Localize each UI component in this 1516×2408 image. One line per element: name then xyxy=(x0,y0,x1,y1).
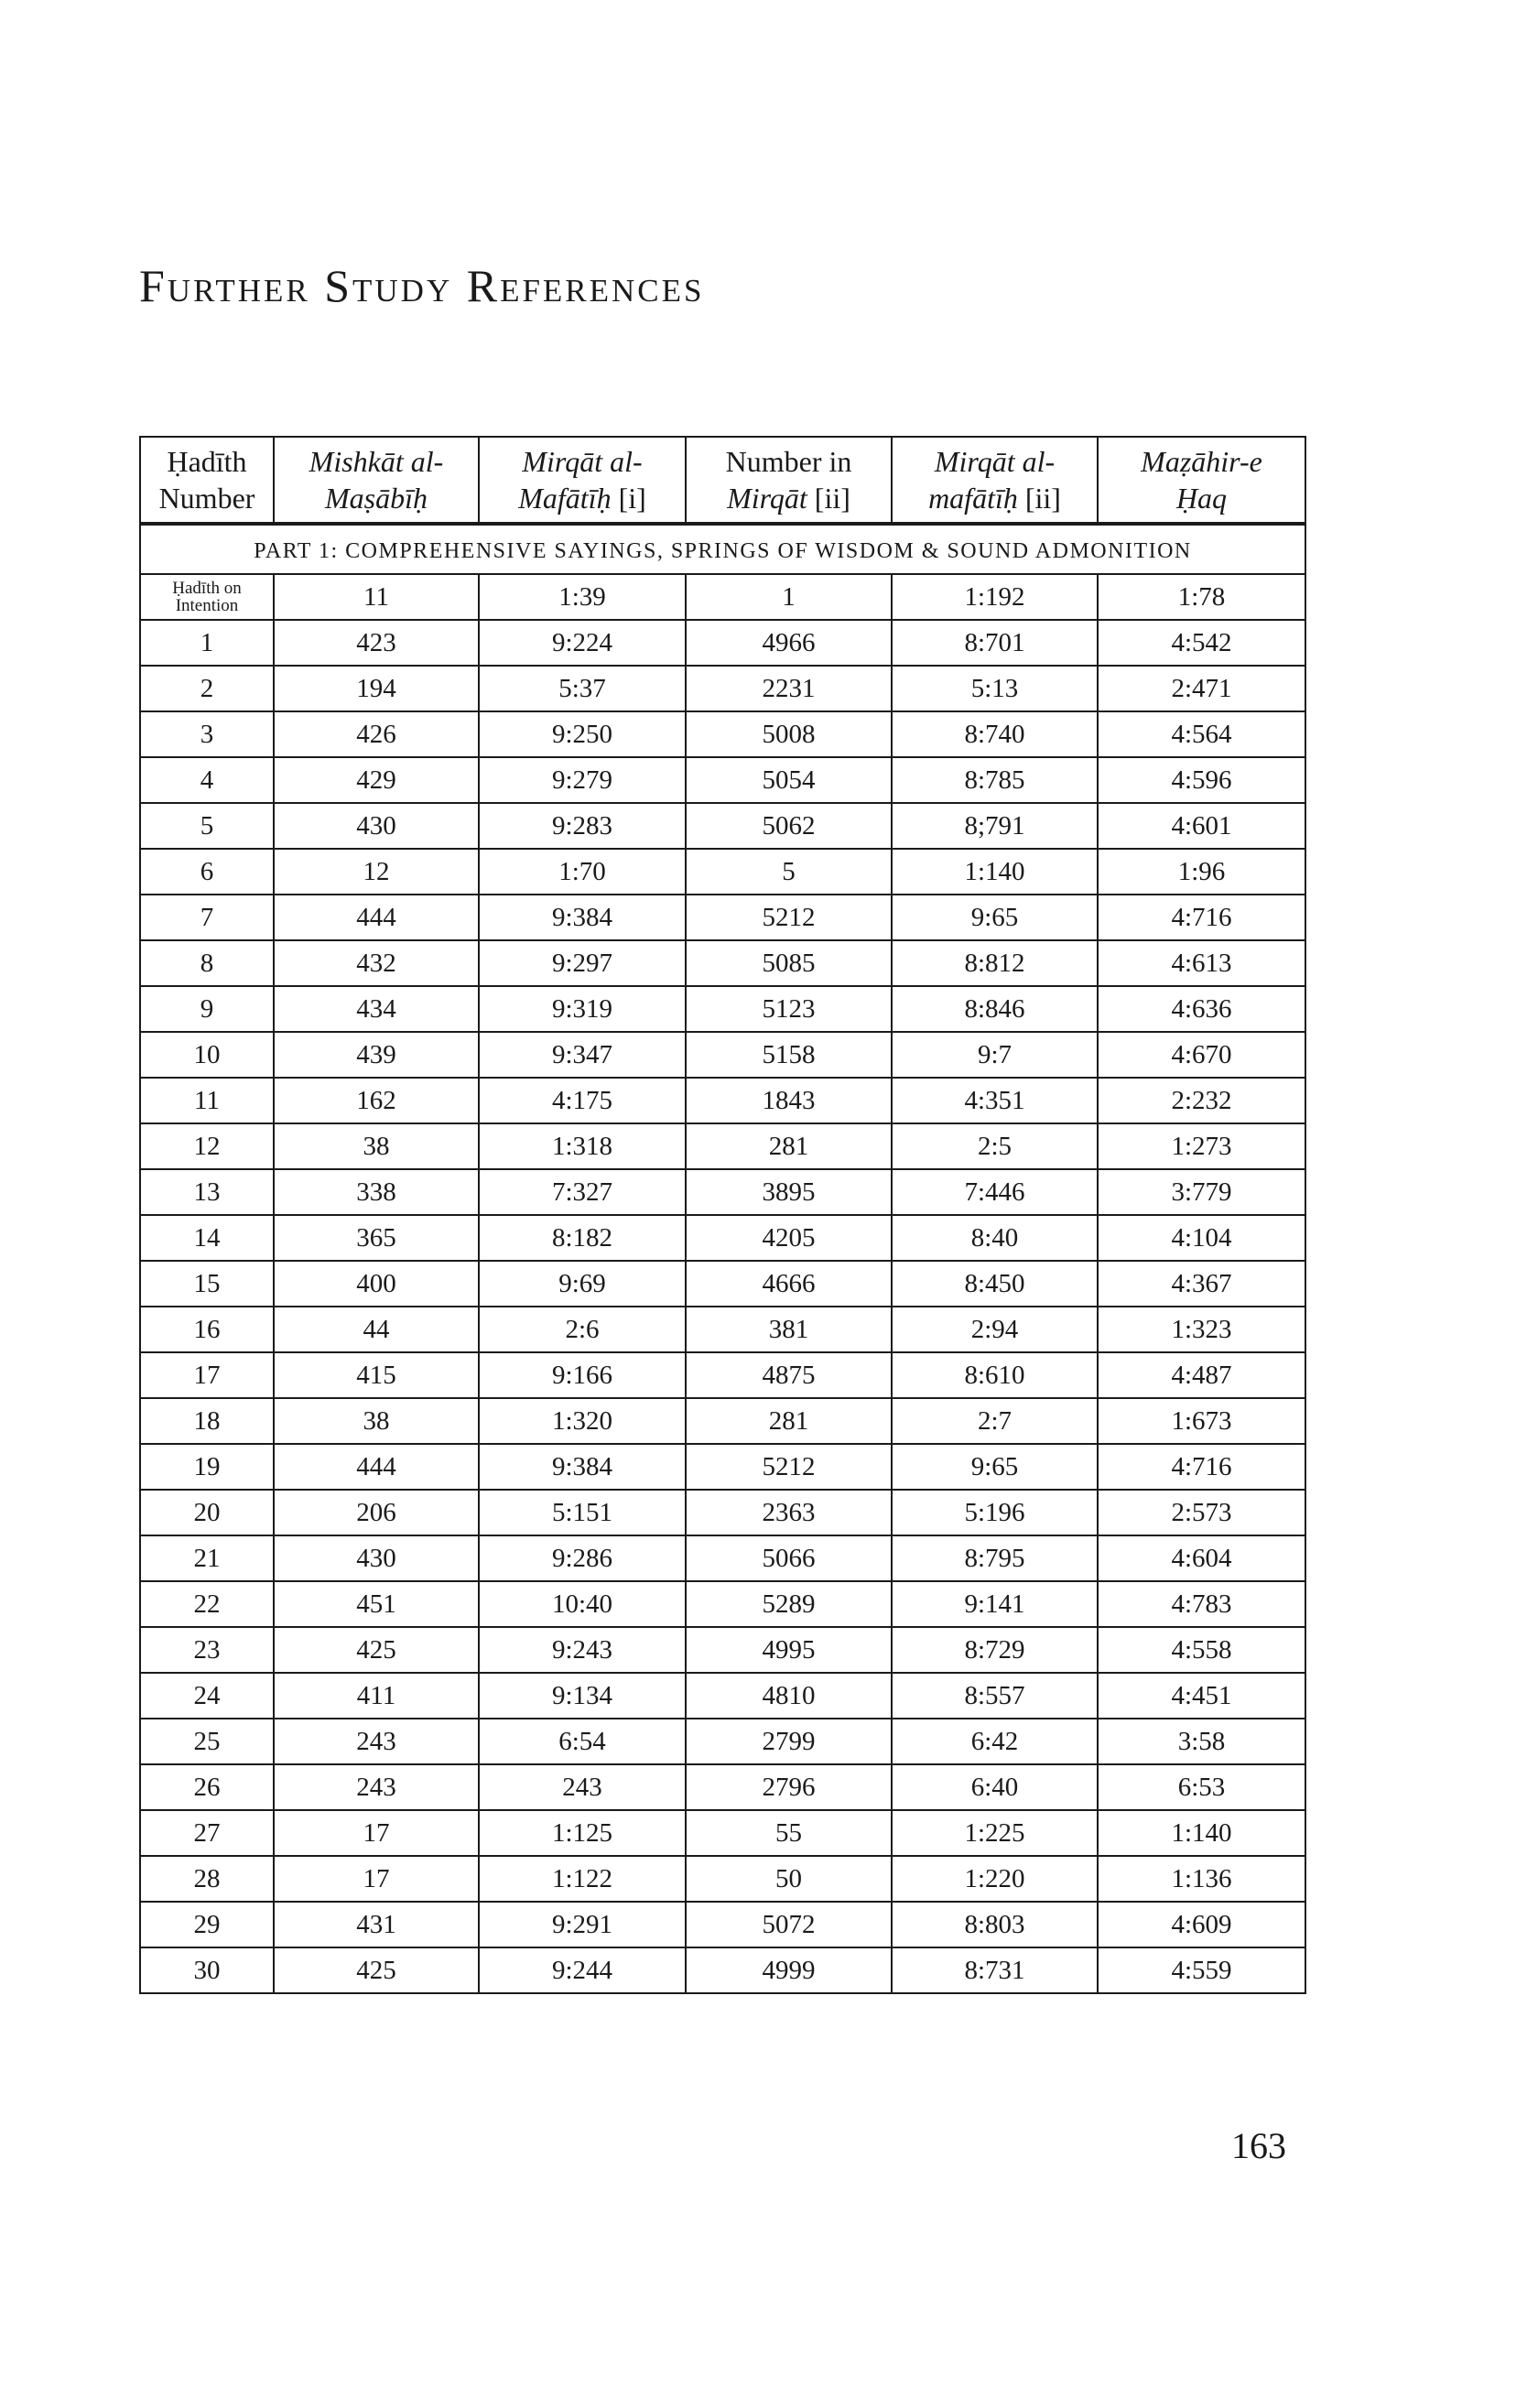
table-cell-mirqat-al-mafatih-2: 8:846 xyxy=(892,986,1098,1032)
table-cell-mishkat-al-masabih: 12 xyxy=(274,849,479,895)
table-cell-mazahir-e-haq: 4:559 xyxy=(1098,1947,1305,1993)
table-cell-mishkat-al-masabih: 430 xyxy=(274,803,479,849)
column-header-line1: Ḥadīth xyxy=(167,445,247,478)
references-table xyxy=(139,436,1306,1994)
table-row xyxy=(140,940,1305,986)
table-cell-mirqat-al-mafatih-1: 5:37 xyxy=(479,666,686,711)
table-body xyxy=(140,524,1305,1993)
table-cell-mirqat-al-mafatih-2: 8:40 xyxy=(892,1215,1098,1261)
column-header-volume: [i] xyxy=(611,482,646,515)
table-cell-number-in-mirqat-2: 281 xyxy=(686,1123,892,1169)
table-cell-number-in-mirqat-2: 5072 xyxy=(686,1902,892,1947)
column-header-line1: Maẓāhir-e xyxy=(1141,445,1262,478)
table-cell-number-in-mirqat-2: 2363 xyxy=(686,1490,892,1535)
table-cell-mirqat-al-mafatih-2: 8:740 xyxy=(892,711,1098,757)
table-cell-number-in-mirqat-2: 5158 xyxy=(686,1032,892,1078)
part-heading: PART 1: COMPREHENSIVE SAYINGS, SPRINGS OF WISDOM & SOUND ADMONITION xyxy=(140,524,1305,574)
table-cell-mishkat-al-masabih: 429 xyxy=(274,757,479,803)
table-cell-mirqat-al-mafatih-1: 9:243 xyxy=(479,1627,686,1673)
table-row xyxy=(140,1490,1305,1535)
table-cell-hadith-number: 1 xyxy=(140,620,274,666)
column-header-volume: [ii] xyxy=(1017,482,1061,515)
table-cell-mirqat-al-mafatih-2: 8:610 xyxy=(892,1352,1098,1398)
table-cell-mirqat-al-mafatih-2: 9:7 xyxy=(892,1032,1098,1078)
table-cell-mirqat-al-mafatih-2: 8:729 xyxy=(892,1627,1098,1673)
table-cell-mazahir-e-haq: 4:604 xyxy=(1098,1535,1305,1581)
table-row xyxy=(140,1398,1305,1444)
table-cell-mirqat-al-mafatih-2: 8:701 xyxy=(892,620,1098,666)
table-cell-mirqat-al-mafatih-2: 2:94 xyxy=(892,1307,1098,1352)
table-cell-mishkat-al-masabih: 431 xyxy=(274,1902,479,1947)
table-cell-mirqat-al-mafatih-1: 9:347 xyxy=(479,1032,686,1078)
column-header-mazahir-e-haq xyxy=(1098,437,1305,524)
table-cell-mishkat-al-masabih: 400 xyxy=(274,1261,479,1307)
table-cell-mirqat-al-mafatih-1: 1:70 xyxy=(479,849,686,895)
column-header-line2: Mafātīḥ xyxy=(518,482,612,515)
table-cell-mazahir-e-haq: 4:564 xyxy=(1098,711,1305,757)
table-cell-mirqat-al-mafatih-2: 8:450 xyxy=(892,1261,1098,1307)
table-cell-mirqat-al-mafatih-2: 8:812 xyxy=(892,940,1098,986)
table-cell-hadith-number: 3 xyxy=(140,711,274,757)
table-cell-hadith-number: 8 xyxy=(140,940,274,986)
table-row xyxy=(140,1352,1305,1398)
column-header-mishkat-al-masabih xyxy=(274,437,479,524)
table-cell-mirqat-al-mafatih-2: 8:731 xyxy=(892,1947,1098,1993)
table-row xyxy=(140,1261,1305,1307)
table-row xyxy=(140,1627,1305,1673)
table-cell-mirqat-al-mafatih-1: 243 xyxy=(479,1764,686,1810)
column-header-line1: Number in xyxy=(725,445,852,478)
table-cell-mirqat-al-mafatih-2: 8:803 xyxy=(892,1902,1098,1947)
table-cell-number-in-mirqat-2: 4966 xyxy=(686,620,892,666)
table-cell-hadith-number: 4 xyxy=(140,757,274,803)
table-cell-mirqat-al-mafatih-1: 9:134 xyxy=(479,1673,686,1719)
table-row xyxy=(140,986,1305,1032)
table-cell-mishkat-al-masabih: 194 xyxy=(274,666,479,711)
table-cell-hadith-number: 9 xyxy=(140,986,274,1032)
table-cell-mazahir-e-haq: 4:636 xyxy=(1098,986,1305,1032)
column-header-line2: Maṣābīḥ xyxy=(325,482,428,515)
table-cell-mishkat-al-masabih: 426 xyxy=(274,711,479,757)
table-row xyxy=(140,711,1305,757)
table-cell-hadith-number: 28 xyxy=(140,1856,274,1902)
table-cell-mazahir-e-haq: 2:232 xyxy=(1098,1078,1305,1123)
table-cell-mishkat-al-masabih: 444 xyxy=(274,895,479,940)
part-heading-row xyxy=(140,524,1305,574)
table-row xyxy=(140,1947,1305,1993)
table-cell-mishkat-al-masabih: 44 xyxy=(274,1307,479,1352)
column-header-line2: mafātīḥ xyxy=(928,482,1018,515)
table-cell-mazahir-e-haq: 4:542 xyxy=(1098,620,1305,666)
table-cell-mirqat-al-mafatih-2: 8:795 xyxy=(892,1535,1098,1581)
table-cell-hadith-number: 5 xyxy=(140,803,274,849)
table-cell-number-in-mirqat-2: 4205 xyxy=(686,1215,892,1261)
table-cell-number-in-mirqat-2: 4995 xyxy=(686,1627,892,1673)
table-cell-mazahir-e-haq: 4:367 xyxy=(1098,1261,1305,1307)
table-cell-mirqat-al-mafatih-2: 4:351 xyxy=(892,1078,1098,1123)
table-cell-mishkat-al-masabih: 243 xyxy=(274,1764,479,1810)
table-cell-hadith-number: 14 xyxy=(140,1215,274,1261)
table-cell-number-in-mirqat-2: 3895 xyxy=(686,1169,892,1215)
table-cell-hadith-number: 16 xyxy=(140,1307,274,1352)
table-cell-hadith-number: 24 xyxy=(140,1673,274,1719)
table-cell-hadith-number: 30 xyxy=(140,1947,274,1993)
column-header-line2: Mirqāt xyxy=(727,482,807,515)
table-cell-hadith-number: 25 xyxy=(140,1719,274,1764)
table-cell-mazahir-e-haq: 4:716 xyxy=(1098,895,1305,940)
table-cell-mirqat-al-mafatih-1: 1:122 xyxy=(479,1856,686,1902)
table-cell-number-in-mirqat-2: 4875 xyxy=(686,1352,892,1398)
table-cell-number-in-mirqat-2: 381 xyxy=(686,1307,892,1352)
table-cell-number-in-mirqat-2: 2231 xyxy=(686,666,892,711)
table-cell-hadith-number: 22 xyxy=(140,1581,274,1627)
table-cell-mirqat-al-mafatih-2: 8;791 xyxy=(892,803,1098,849)
table-row xyxy=(140,1856,1305,1902)
table-cell-hadith-number: 29 xyxy=(140,1902,274,1947)
table-cell-mirqat-al-mafatih-2: 6:40 xyxy=(892,1764,1098,1810)
table-cell-mishkat-al-masabih: 17 xyxy=(274,1810,479,1856)
table-cell-mirqat-al-mafatih-1: 9:250 xyxy=(479,711,686,757)
table-cell-mishkat-al-masabih: 38 xyxy=(274,1398,479,1444)
table-cell-mishkat-al-masabih: 365 xyxy=(274,1215,479,1261)
table-cell-hadith-number: 19 xyxy=(140,1444,274,1490)
table-cell-mazahir-e-haq: 1:96 xyxy=(1098,849,1305,895)
table-cell-number-in-mirqat-2: 55 xyxy=(686,1810,892,1856)
column-header-line1: Mirqāt al- xyxy=(522,445,643,478)
column-header-line2: Number xyxy=(158,482,255,515)
table-cell-mazahir-e-haq: 6:53 xyxy=(1098,1764,1305,1810)
table-row xyxy=(140,1307,1305,1352)
table-cell-mirqat-al-mafatih-1: 1:39 xyxy=(479,574,686,620)
table-cell-number-in-mirqat-2: 5 xyxy=(686,849,892,895)
table-cell-mirqat-al-mafatih-2: 6:42 xyxy=(892,1719,1098,1764)
table-cell-hadith-number: 11 xyxy=(140,1078,274,1123)
table-cell-number-in-mirqat-2: 50 xyxy=(686,1856,892,1902)
table-row xyxy=(140,849,1305,895)
table-row xyxy=(140,620,1305,666)
table-cell-mazahir-e-haq: 4:451 xyxy=(1098,1673,1305,1719)
table-cell-mirqat-al-mafatih-2: 1:220 xyxy=(892,1856,1098,1902)
table-cell-hadith-number: 2 xyxy=(140,666,274,711)
table-cell-number-in-mirqat-2: 1843 xyxy=(686,1078,892,1123)
table-cell-mirqat-al-mafatih-1: 9:384 xyxy=(479,1444,686,1490)
table-cell-mirqat-al-mafatih-2: 1:140 xyxy=(892,849,1098,895)
table-cell-mazahir-e-haq: 4:104 xyxy=(1098,1215,1305,1261)
table-cell-mirqat-al-mafatih-1: 9:384 xyxy=(479,895,686,940)
table-cell-mirqat-al-mafatih-1: 8:182 xyxy=(479,1215,686,1261)
table-cell-mazahir-e-haq: 2:471 xyxy=(1098,666,1305,711)
table-cell-hadith-number: 15 xyxy=(140,1261,274,1307)
table-cell-mishkat-al-masabih: 38 xyxy=(274,1123,479,1169)
table-cell-mishkat-al-masabih: 411 xyxy=(274,1673,479,1719)
table-cell-mishkat-al-masabih: 162 xyxy=(274,1078,479,1123)
column-header-number-in-mirqat-2 xyxy=(686,437,892,524)
table-cell-number-in-mirqat-2: 5289 xyxy=(686,1581,892,1627)
table-header-row xyxy=(140,437,1305,524)
table-cell-mishkat-al-masabih: 425 xyxy=(274,1627,479,1673)
table-cell-hadith-number: 17 xyxy=(140,1352,274,1398)
table-cell-mirqat-al-mafatih-1: 1:125 xyxy=(479,1810,686,1856)
table-cell-mirqat-al-mafatih-1: 9:166 xyxy=(479,1352,686,1398)
table-cell-mazahir-e-haq: 4:783 xyxy=(1098,1581,1305,1627)
table-cell-number-in-mirqat-2: 281 xyxy=(686,1398,892,1444)
table-row xyxy=(140,757,1305,803)
table-cell-mishkat-al-masabih: 425 xyxy=(274,1947,479,1993)
table-cell-mazahir-e-haq: 4:487 xyxy=(1098,1352,1305,1398)
table-cell-hadith-number: 13 xyxy=(140,1169,274,1215)
table-cell-mirqat-al-mafatih-2: 8:785 xyxy=(892,757,1098,803)
table-cell-mazahir-e-haq: 4:596 xyxy=(1098,757,1305,803)
table-cell-mirqat-al-mafatih-2: 9:141 xyxy=(892,1581,1098,1627)
table-cell-mirqat-al-mafatih-2: 5:196 xyxy=(892,1490,1098,1535)
table-cell-mirqat-al-mafatih-1: 9:319 xyxy=(479,986,686,1032)
table-cell-mirqat-al-mafatih-1: 9:69 xyxy=(479,1261,686,1307)
table-cell-mirqat-al-mafatih-1: 1:318 xyxy=(479,1123,686,1169)
table-row xyxy=(140,803,1305,849)
column-header-line2: Ḥaq xyxy=(1175,482,1228,515)
table-cell-hadith-number: 27 xyxy=(140,1810,274,1856)
table-cell-hadith-number: 10 xyxy=(140,1032,274,1078)
table-cell-hadith-number: 23 xyxy=(140,1627,274,1673)
table-row xyxy=(140,666,1305,711)
table-cell-mazahir-e-haq: 1:273 xyxy=(1098,1123,1305,1169)
column-header-hadith-number xyxy=(140,437,274,524)
table-cell-mirqat-al-mafatih-1: 9:279 xyxy=(479,757,686,803)
table-cell-mirqat-al-mafatih-1: 5:151 xyxy=(479,1490,686,1535)
table-cell-mazahir-e-haq: 4:670 xyxy=(1098,1032,1305,1078)
table-cell-number-in-mirqat-2: 5054 xyxy=(686,757,892,803)
table-cell-mazahir-e-haq: 4:609 xyxy=(1098,1902,1305,1947)
table-cell-mishkat-al-masabih: 17 xyxy=(274,1856,479,1902)
table-cell-mazahir-e-haq: 1:140 xyxy=(1098,1810,1305,1856)
table-cell-mazahir-e-haq: 3:779 xyxy=(1098,1169,1305,1215)
table-cell-mazahir-e-haq: 4:601 xyxy=(1098,803,1305,849)
table-row xyxy=(140,895,1305,940)
table-cell-mishkat-al-masabih: 434 xyxy=(274,986,479,1032)
table-cell-number-in-mirqat-2: 5085 xyxy=(686,940,892,986)
table-cell-mirqat-al-mafatih-1: 7:327 xyxy=(479,1169,686,1215)
table-row xyxy=(140,1719,1305,1764)
table-cell-mazahir-e-haq: 3:58 xyxy=(1098,1719,1305,1764)
table-cell-number-in-mirqat-2: 5123 xyxy=(686,986,892,1032)
table-row xyxy=(140,1535,1305,1581)
table-cell-mirqat-al-mafatih-1: 9:291 xyxy=(479,1902,686,1947)
table-cell-mishkat-al-masabih: 11 xyxy=(274,574,479,620)
column-header-line1: Mishkāt al- xyxy=(309,445,444,478)
table-cell-mirqat-al-mafatih-2: 9:65 xyxy=(892,1444,1098,1490)
table-cell-number-in-mirqat-2: 5008 xyxy=(686,711,892,757)
table-cell-number-in-mirqat-2: 1 xyxy=(686,574,892,620)
table-cell-number-in-mirqat-2: 4999 xyxy=(686,1947,892,1993)
page-title: Further Study References xyxy=(139,260,705,311)
table-row xyxy=(140,1581,1305,1627)
table-cell-mishkat-al-masabih: 439 xyxy=(274,1032,479,1078)
table-cell-mirqat-al-mafatih-1: 9:224 xyxy=(479,620,686,666)
table-cell-mishkat-al-masabih: 432 xyxy=(274,940,479,986)
table-cell-mirqat-al-mafatih-2: 8:557 xyxy=(892,1673,1098,1719)
column-header-mirqat-al-mafatih-2 xyxy=(892,437,1098,524)
table-cell-mirqat-al-mafatih-1: 9:244 xyxy=(479,1947,686,1993)
table-row xyxy=(140,1032,1305,1078)
table-cell-mirqat-al-mafatih-2: 1:192 xyxy=(892,574,1098,620)
table-cell-number-in-mirqat-2: 4666 xyxy=(686,1261,892,1307)
table-cell-hadith-number: 12 xyxy=(140,1123,274,1169)
table-cell-mirqat-al-mafatih-2: 1:225 xyxy=(892,1810,1098,1856)
table-cell-mirqat-al-mafatih-2: 5:13 xyxy=(892,666,1098,711)
table-row xyxy=(140,1123,1305,1169)
table-row xyxy=(140,1764,1305,1810)
table-row xyxy=(140,1902,1305,1947)
table-cell-mirqat-al-mafatih-1: 10:40 xyxy=(479,1581,686,1627)
table-cell-mirqat-al-mafatih-2: 9:65 xyxy=(892,895,1098,940)
table-cell-mishkat-al-masabih: 423 xyxy=(274,620,479,666)
table-cell-mishkat-al-masabih: 444 xyxy=(274,1444,479,1490)
table-cell-mazahir-e-haq: 4:558 xyxy=(1098,1627,1305,1673)
table-cell-mirqat-al-mafatih-1: 4:175 xyxy=(479,1078,686,1123)
column-header-volume: [ii] xyxy=(807,482,850,515)
table-cell-mishkat-al-masabih: 338 xyxy=(274,1169,479,1215)
table-cell-mishkat-al-masabih: 451 xyxy=(274,1581,479,1627)
table-cell-mirqat-al-mafatih-1: 2:6 xyxy=(479,1307,686,1352)
table-cell-mishkat-al-masabih: 430 xyxy=(274,1535,479,1581)
table-cell-number-in-mirqat-2: 2799 xyxy=(686,1719,892,1764)
table-row xyxy=(140,1215,1305,1261)
table-cell-number-in-mirqat-2: 2796 xyxy=(686,1764,892,1810)
table-cell-number-in-mirqat-2: 5062 xyxy=(686,803,892,849)
table-row xyxy=(140,574,1305,620)
table-cell-mishkat-al-masabih: 415 xyxy=(274,1352,479,1398)
table-cell-hadith-number: Ḥadīth on Intention xyxy=(140,574,274,620)
table-row xyxy=(140,1810,1305,1856)
table-cell-mirqat-al-mafatih-2: 2:5 xyxy=(892,1123,1098,1169)
page-number: 163 xyxy=(1231,2125,1286,2166)
table-cell-hadith-number: 6 xyxy=(140,849,274,895)
table-cell-hadith-number: 18 xyxy=(140,1398,274,1444)
column-header-line1: Mirqāt al- xyxy=(934,445,1056,478)
table-row xyxy=(140,1673,1305,1719)
table-cell-number-in-mirqat-2: 5212 xyxy=(686,895,892,940)
table-cell-mazahir-e-haq: 1:673 xyxy=(1098,1398,1305,1444)
table-row xyxy=(140,1444,1305,1490)
table-cell-hadith-number: 20 xyxy=(140,1490,274,1535)
table-cell-mazahir-e-haq: 2:573 xyxy=(1098,1490,1305,1535)
table-cell-mirqat-al-mafatih-1: 9:297 xyxy=(479,940,686,986)
table-cell-mirqat-al-mafatih-1: 6:54 xyxy=(479,1719,686,1764)
table-cell-mirqat-al-mafatih-2: 2:7 xyxy=(892,1398,1098,1444)
table-cell-number-in-mirqat-2: 5066 xyxy=(686,1535,892,1581)
table-cell-mazahir-e-haq: 1:323 xyxy=(1098,1307,1305,1352)
table-cell-number-in-mirqat-2: 5212 xyxy=(686,1444,892,1490)
table-row xyxy=(140,1169,1305,1215)
table-cell-mazahir-e-haq: 1:136 xyxy=(1098,1856,1305,1902)
table-cell-mirqat-al-mafatih-1: 1:320 xyxy=(479,1398,686,1444)
table-cell-mirqat-al-mafatih-1: 9:283 xyxy=(479,803,686,849)
table-cell-hadith-number: 7 xyxy=(140,895,274,940)
column-header-mirqat-al-mafatih-1 xyxy=(479,437,686,524)
table-cell-mazahir-e-haq: 1:78 xyxy=(1098,574,1305,620)
table-cell-mazahir-e-haq: 4:716 xyxy=(1098,1444,1305,1490)
table-row xyxy=(140,1078,1305,1123)
table-cell-number-in-mirqat-2: 4810 xyxy=(686,1673,892,1719)
table-cell-mazahir-e-haq: 4:613 xyxy=(1098,940,1305,986)
table-cell-mirqat-al-mafatih-2: 7:446 xyxy=(892,1169,1098,1215)
table-cell-mishkat-al-masabih: 243 xyxy=(274,1719,479,1764)
table-cell-hadith-number: 26 xyxy=(140,1764,274,1810)
table-cell-hadith-number: 21 xyxy=(140,1535,274,1581)
table-cell-mishkat-al-masabih: 206 xyxy=(274,1490,479,1535)
table-cell-mirqat-al-mafatih-1: 9:286 xyxy=(479,1535,686,1581)
